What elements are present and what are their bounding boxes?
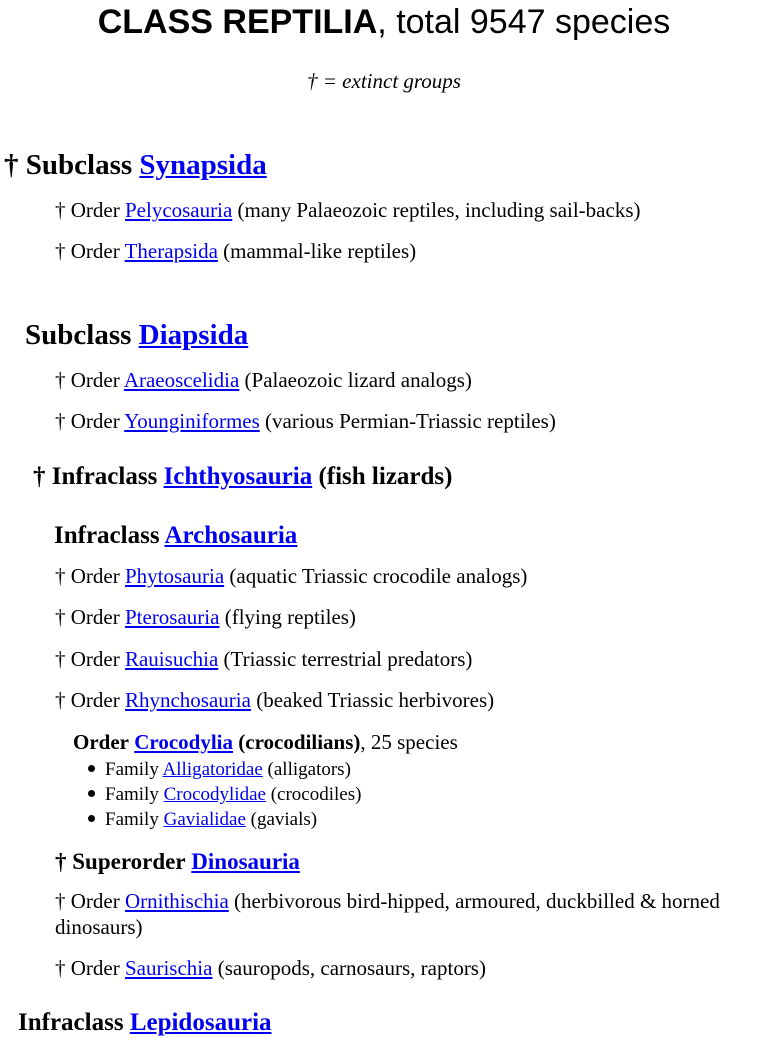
page-title-bold: CLASS REPTILIA (97, 3, 378, 41)
heading-subclass-diapsida (25, 318, 248, 352)
species-count: , 25 species (360, 730, 458, 754)
link-crocodylia[interactable]: Crocodylia (134, 730, 234, 754)
order-prefix: Order (70, 889, 120, 913)
order-prefix: Order (70, 239, 120, 263)
extinct-legend: † = extinct groups (307, 69, 461, 93)
link-rhynchosauria[interactable]: Rhynchosauria (124, 688, 251, 712)
dagger-icon: † (55, 368, 66, 392)
order-rauisuchia (55, 646, 472, 672)
link-diapsida[interactable]: Diapsida (138, 319, 249, 351)
dagger-icon: † (4, 149, 19, 181)
heading-infraclass-lepidosauria (18, 1008, 272, 1038)
heading-infraclass-archosauria (54, 521, 297, 551)
order-desc: (many Palaeozoic reptiles, including sail-backs) (237, 198, 641, 222)
link-dinosauria[interactable]: Dinosauria (191, 849, 300, 874)
order-desc: (Palaeozoic lizard analogs) (244, 368, 472, 392)
link-saurischia[interactable]: Saurischia (124, 956, 213, 980)
bullet-icon (88, 815, 95, 822)
dagger-icon: † (55, 889, 66, 913)
heading-prefix: Subclass (25, 149, 133, 181)
bullet-icon (88, 765, 95, 772)
family-prefix: Family (105, 759, 159, 780)
order-pelycosauria (55, 197, 640, 223)
dagger-icon: † (55, 198, 66, 222)
dagger-icon: † (55, 849, 67, 874)
heading-prefix: Order (73, 730, 129, 754)
order-prefix: Order (70, 647, 120, 671)
order-desc: (mammal-like reptiles) (223, 239, 417, 263)
order-prefix: Order (70, 198, 120, 222)
family-prefix: Family (105, 809, 159, 830)
order-prefix: Order (70, 564, 120, 588)
dagger-icon: † (55, 688, 66, 712)
link-alligatoridae[interactable]: Alligatoridae (162, 759, 263, 780)
heading-prefix: Infraclass (51, 463, 158, 490)
dagger-icon: † (55, 605, 66, 629)
order-prefix: Order (70, 368, 120, 392)
dagger-icon: † (55, 564, 66, 588)
order-saurischia (55, 955, 486, 981)
order-prefix: Order (70, 605, 120, 629)
family-desc: (gavials) (250, 809, 318, 830)
order-pterosauria (55, 604, 356, 630)
family-gavialidae (88, 807, 317, 832)
order-desc: (sauropods, carnosaurs, raptors) (217, 956, 486, 980)
link-synapsida[interactable]: Synapsida (139, 149, 267, 181)
heading-infraclass-ichthyosauria (33, 462, 452, 492)
dagger-icon: † (33, 463, 46, 490)
family-desc: (alligators) (267, 759, 351, 780)
link-araeoscelidia[interactable]: Araeoscelidia (123, 368, 240, 392)
link-crocodylidae[interactable]: Crocodylidae (163, 784, 266, 805)
family-desc: (crocodiles) (270, 784, 362, 805)
heading-bold-desc: (crocodilians) (238, 730, 361, 754)
heading-superorder-dinosauria (55, 848, 300, 876)
family-crocodylidae (88, 782, 361, 807)
order-phytosauria (55, 563, 527, 589)
link-ichthyosauria[interactable]: Ichthyosauria (163, 463, 313, 490)
link-younginiformes[interactable]: Younginiformes (124, 409, 260, 433)
page-title-rest: , total 9547 species (377, 3, 671, 41)
order-prefix: Order (70, 688, 120, 712)
link-archosauria[interactable]: Archosauria (164, 522, 298, 549)
order-therapsida (55, 238, 416, 264)
order-desc: (flying reptiles) (224, 605, 356, 629)
heading-prefix: Infraclass (18, 1009, 124, 1036)
heading-subclass-synapsida (4, 148, 267, 182)
heading-desc: (fish lizards) (318, 463, 453, 490)
order-desc: (various Permian-Triassic reptiles) (265, 409, 556, 433)
heading-prefix: Infraclass (54, 522, 160, 549)
order-prefix: Order (70, 956, 120, 980)
order-prefix: Order (70, 409, 120, 433)
heading-order-crocodylia (73, 729, 458, 755)
link-therapsida[interactable]: Therapsida (124, 239, 218, 263)
link-lepidosauria[interactable]: Lepidosauria (129, 1009, 272, 1036)
link-pterosauria[interactable]: Pterosauria (124, 605, 220, 629)
order-ornithischia (55, 888, 755, 940)
heading-prefix: Subclass (25, 319, 132, 351)
order-rhynchosauria (55, 687, 494, 713)
dagger-icon: † (55, 647, 66, 671)
dagger-icon: † (55, 409, 66, 433)
dagger-icon: † (55, 956, 66, 980)
page-title (0, 2, 768, 42)
link-rauisuchia[interactable]: Rauisuchia (124, 647, 219, 671)
family-prefix: Family (105, 784, 159, 805)
order-desc: (aquatic Triassic crocodile analogs) (229, 564, 528, 588)
link-ornithischia[interactable]: Ornithischia (124, 889, 229, 913)
order-younginiformes (55, 408, 556, 434)
order-desc: (Triassic terrestrial predators) (223, 647, 473, 671)
bullet-icon (88, 790, 95, 797)
order-desc: (beaked Triassic herbivores) (256, 688, 495, 712)
link-gavialidae[interactable]: Gavialidae (163, 809, 246, 830)
heading-prefix: Superorder (72, 849, 186, 874)
order-desc: (herbivorous bird-hipped, armoured, duckbilled & horned dinosaurs) (55, 889, 720, 939)
dagger-icon: † (55, 239, 66, 263)
link-pelycosauria[interactable]: Pelycosauria (124, 198, 233, 222)
link-phytosauria[interactable]: Phytosauria (124, 564, 225, 588)
family-alligatoridae (88, 757, 351, 782)
order-araeoscelidia (55, 367, 472, 393)
